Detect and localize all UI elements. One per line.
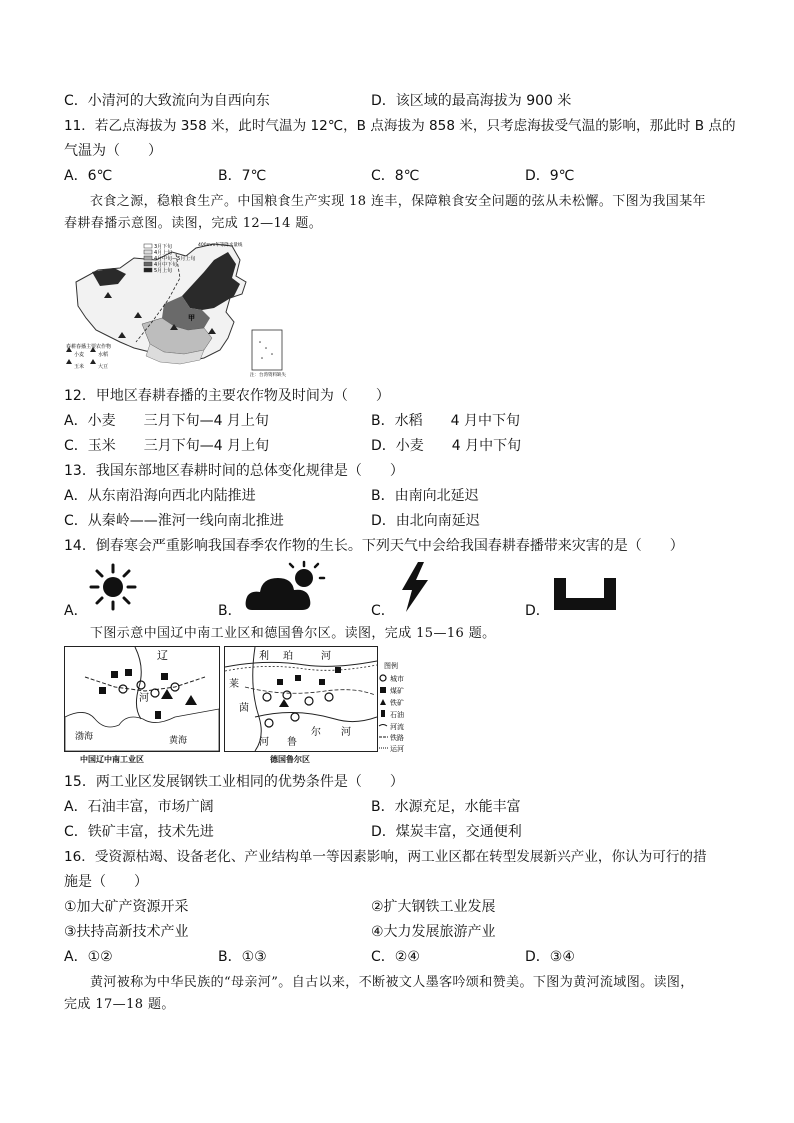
q14-option-c: C． bbox=[371, 603, 395, 619]
li-label: 利 bbox=[259, 651, 269, 662]
q13-option-a: A．从东南沿海向西北内陆推进 bbox=[64, 488, 256, 504]
q15-option-a: A．石油丰富，市场广阔 bbox=[64, 799, 214, 815]
q14-option-d: D． bbox=[525, 603, 550, 619]
crop-corn: 玉米 bbox=[74, 364, 85, 370]
iron-legend-icon bbox=[380, 699, 386, 705]
ruhr-map bbox=[224, 646, 378, 752]
legend-canal: 运河 bbox=[390, 745, 404, 752]
q11-option-d: D．9℃ bbox=[525, 168, 575, 184]
yin-label: 茵 bbox=[239, 703, 249, 714]
q13-stem: 13．我国东部地区春耕时间的总体变化规律是（ ） bbox=[64, 463, 404, 479]
q16-stem-continued: 施是（ ） bbox=[64, 874, 148, 890]
legend-river: 河流 bbox=[390, 723, 404, 731]
legend-oil: 石油 bbox=[390, 711, 404, 719]
q16-option-b: B．①③ bbox=[218, 949, 267, 965]
q16-option-a: A．①② bbox=[64, 949, 113, 965]
ruhr-caption: 德国鲁尔区 bbox=[270, 755, 310, 764]
coal-legend-icon bbox=[380, 687, 386, 693]
q13-option-b: B．由南向北延迟 bbox=[371, 488, 479, 504]
legend-item-3: 4月中下旬 bbox=[154, 262, 178, 268]
partly-cloudy-icon bbox=[244, 560, 328, 612]
q11-stem: 11．若乙点海拔为 358 米，此时气温为 12℃，B 点海拔为 858 米，只考虑海拔受气温的影响，那此时 B 点的 bbox=[64, 118, 736, 134]
region-jia-label: 甲 bbox=[188, 314, 195, 322]
intro-12-14-line2: 春耕春播示意图。读图，完成 12—14 题。 bbox=[64, 216, 323, 231]
q15-option-d: D．煤炭丰富，交通便利 bbox=[371, 824, 522, 840]
legend-iron: 铁矿 bbox=[390, 699, 404, 707]
q11-option-c: C．8℃ bbox=[371, 168, 420, 184]
legend-city: 城市 bbox=[390, 675, 404, 683]
q12-option-a: A．小麦 三月下旬—4 月上旬 bbox=[64, 413, 269, 429]
q14-option-b: B． bbox=[218, 603, 242, 619]
q16-stem: 16．受资源枯竭、设备老化、产业结构单一等因素影响，两工业区都在转型发展新兴产业，你认为可行的措 bbox=[64, 849, 707, 865]
q16-item-4: ④大力发展旅游产业 bbox=[371, 924, 496, 940]
q10-option-d: D．该区域的最高海拔为 900 米 bbox=[371, 93, 572, 109]
huanghai-label: 黄海 bbox=[169, 736, 188, 746]
crop-wheat: 小麦 bbox=[74, 352, 85, 358]
intro-17-18-line1: 黄河被称为中华民族的“母亲河”。自古以来，不断被文人墨客吟颂和赞美。下图为黄河流域图。读图， bbox=[90, 975, 694, 990]
legend-item-2: 4月中旬—5月上旬 bbox=[154, 256, 196, 262]
q11-option-b: B．7℃ bbox=[218, 168, 267, 184]
po-label: 珀 bbox=[283, 651, 293, 662]
liaozhongnan-map bbox=[64, 646, 220, 752]
q12-option-b: B．水稻 4 月中下旬 bbox=[371, 413, 520, 429]
intro-17-18-line2: 完成 17—18 题。 bbox=[64, 997, 175, 1012]
q10-option-c: C．小清河的大致流向为自西向东 bbox=[64, 93, 270, 109]
crop-soybean: 大豆 bbox=[98, 364, 109, 370]
cold-wave-icon bbox=[552, 576, 618, 612]
q16-item-1: ①加大矿产资源开采 bbox=[64, 899, 189, 915]
industrial-legend bbox=[378, 660, 418, 752]
intro-15-16: 下图示意中国辽中南工业区和德国鲁尔区。读图，完成 15—16 题。 bbox=[90, 626, 496, 641]
q16-option-c: C．②④ bbox=[371, 949, 420, 965]
q11-stem-continued: 气温为（ ） bbox=[64, 143, 162, 159]
lu-label: 鲁 bbox=[287, 737, 297, 748]
q15-option-c: C．铁矿丰富，技术先进 bbox=[64, 824, 214, 840]
inset-note: 注：台湾资料缺失 bbox=[250, 373, 286, 378]
legend-railway: 铁路 bbox=[390, 734, 404, 742]
lai-label: 莱 bbox=[229, 679, 239, 690]
he2-label: 河 bbox=[259, 737, 269, 748]
oil-legend-icon bbox=[381, 710, 385, 717]
lightning-icon bbox=[394, 560, 434, 614]
q12-option-c: C．玉米 三月下旬—4 月上旬 bbox=[64, 438, 270, 454]
q15-stem: 15．两工业区发展钢铁工业相同的优势条件是（ ） bbox=[64, 774, 404, 790]
q14-stem: 14．倒春寒会严重影响我国春季农作物的生长。下列天气中会给我国春耕春播带来灾害的是（ ） bbox=[64, 538, 684, 554]
china-map-graphic bbox=[64, 238, 286, 378]
isohyet-label: 400mm年等降水量线 bbox=[198, 243, 243, 248]
he3-label: 河 bbox=[341, 727, 351, 738]
q12-option-d: D．小麦 4 月中下旬 bbox=[371, 438, 522, 454]
liaozhongnan-caption: 中国辽中南工业区 bbox=[80, 755, 144, 764]
bohai-label: 渤海 bbox=[75, 732, 94, 742]
river-legend-icon bbox=[379, 725, 387, 727]
q16-item-2: ②扩大钢铁工业发展 bbox=[371, 899, 496, 915]
legend-coal: 煤矿 bbox=[390, 687, 404, 695]
q11-option-a: A．6℃ bbox=[64, 168, 113, 184]
legend-item-0: 3月下旬 bbox=[154, 244, 173, 250]
legend-item-1: 4月上旬 bbox=[154, 250, 173, 256]
intro-12-14-line1: 衣食之源，稳粮食生产。中国粮食生产实现 18 连丰，保障粮食安全问题的弦从未松懈。下图为我国某年 bbox=[90, 194, 707, 209]
q15-option-b: B．水源充足，水能丰富 bbox=[371, 799, 521, 815]
q13-option-d: D．由北向南延迟 bbox=[371, 513, 480, 529]
legend-title: 图例 bbox=[384, 662, 398, 670]
south-sea-inset bbox=[252, 330, 282, 370]
legend-item-4: 5月上旬 bbox=[154, 268, 173, 274]
city-legend-icon bbox=[380, 675, 386, 681]
sun-icon bbox=[88, 562, 138, 612]
q12-stem: 12．甲地区春耕春播的主要农作物及时间为（ ） bbox=[64, 388, 390, 404]
liao-label: 辽 bbox=[157, 649, 168, 662]
er-label: 尔 bbox=[311, 727, 321, 738]
q13-option-c: C．从秦岭——淮河一线向南北推进 bbox=[64, 513, 284, 529]
crop-rice: 水稻 bbox=[98, 352, 109, 358]
q16-option-d: D．③④ bbox=[525, 949, 575, 965]
crops-title: 春耕春播主要农作物 bbox=[66, 344, 112, 350]
q14-option-a: A． bbox=[64, 603, 88, 619]
q16-item-3: ③扶持高新技术产业 bbox=[64, 924, 189, 940]
he-label: 河 bbox=[139, 693, 149, 704]
china-spring-planting-map bbox=[64, 238, 286, 378]
he1-label: 河 bbox=[321, 651, 331, 662]
